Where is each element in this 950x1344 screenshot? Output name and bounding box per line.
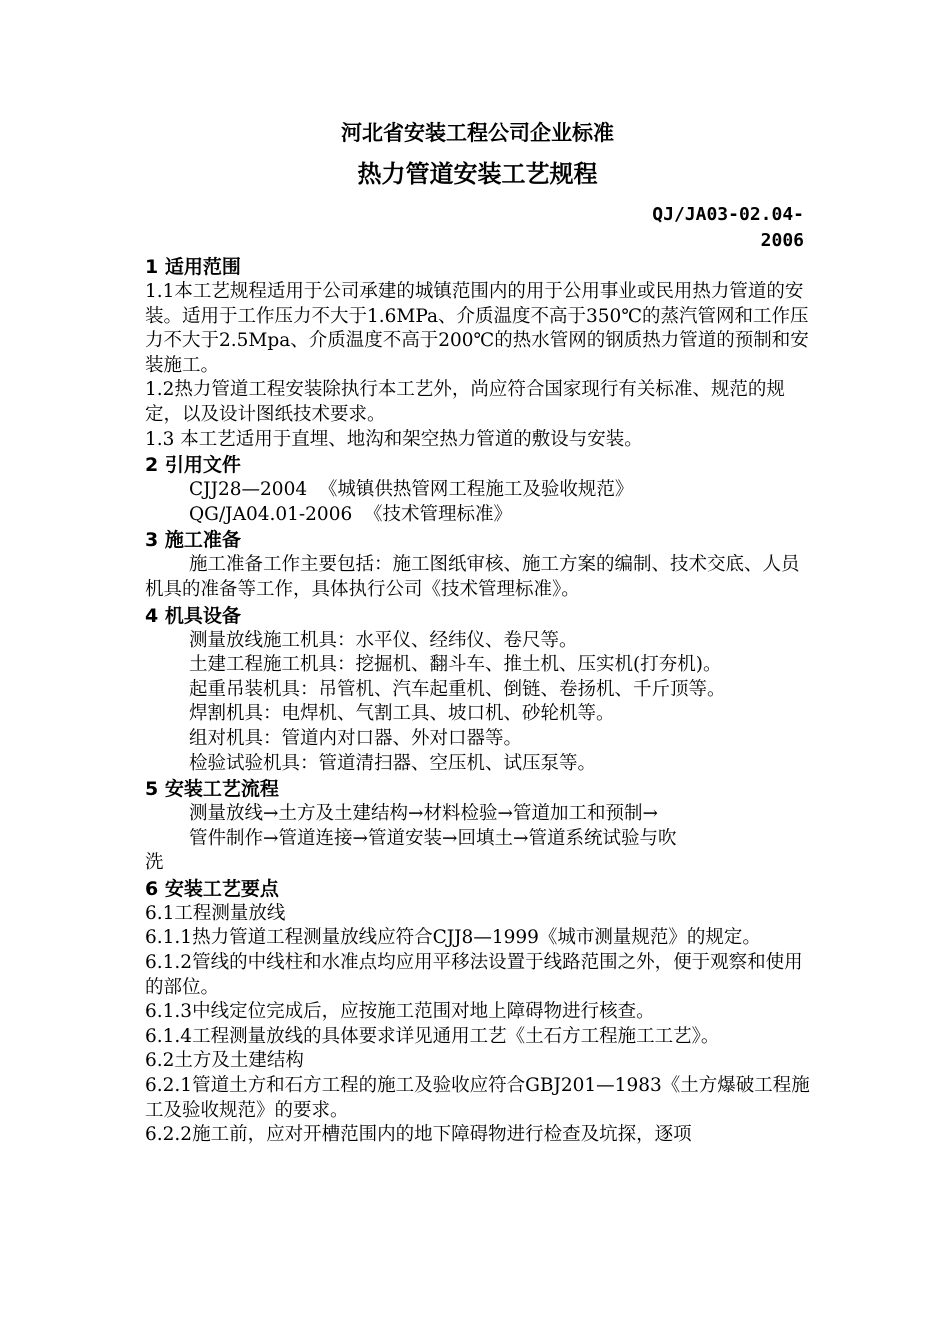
reference-item: QG/JA04.01-2006 《技术管理标准》 <box>189 503 513 525</box>
reference-item: CJJ28—2004 《城镇供热管网工程施工及验收规范》 <box>189 479 634 501</box>
section-heading-references: 2 引用文件 <box>145 454 241 477</box>
section-heading-process-flow: 5 安装工艺流程 <box>145 778 279 801</box>
paragraph-1-3: 1.3 本工艺适用于直埋、地沟和架空热力管道的敷设与安装。 <box>145 428 643 450</box>
section-heading-scope: 1 适用范围 <box>145 256 241 278</box>
section-heading-key-points: 6 安装工艺要点 <box>145 877 279 900</box>
paragraph-6-1-3: 6.1.3中线定位完成后，应按施工范围对地上障碍物进行核查。 <box>145 1001 655 1023</box>
document-page <box>145 118 810 1148</box>
section-heading-equipment: 4 机具设备 <box>145 604 241 627</box>
equipment-item: 检验试验机具：管道清扫器、空压机、试压泵等。 <box>189 752 597 774</box>
equipment-item: 测量放线施工机具：水平仪、经纬仪、卷尺等。 <box>189 629 578 651</box>
process-flow-line: 洗 <box>145 852 164 874</box>
paragraph-6-2-2: 6.2.2施工前，应对开槽范围内的地下障碍物进行检查及坑探，逐项 <box>145 1124 692 1146</box>
subsection-heading-6-1: 6.1工程测量放线 <box>145 902 286 924</box>
paragraph-3: 施工准备工作主要包括：施工图纸审核、施工方案的编制、技术交底、人员机具的准备等工作，具体执行公司《技术管理标准》。 <box>145 554 800 600</box>
equipment-item: 焊割机具：电焊机、气割工具、坡口机、砂轮机等。 <box>189 703 615 725</box>
paragraph-6-1-2: 6.1.2管线的中线柱和水准点均应用平移法设置于线路范围之外，便于观察和使用的部位。 <box>145 952 803 998</box>
equipment-item: 起重吊装机具：吊管机、汽车起重机、倒链、卷扬机、千斤顶等。 <box>189 678 726 700</box>
document-title: 热力管道安装工艺规程 <box>357 160 598 188</box>
paragraph-1-2: 1.2热力管道工程安装除执行本工艺外，尚应符合国家现行有关标准、规范的规定，以及设计图纸技术要求。 <box>145 379 785 425</box>
paragraph-6-1-4: 6.1.4工程测量放线的具体要求详见通用工艺《土石方工程施工工艺》。 <box>145 1025 720 1047</box>
equipment-item: 组对机具：管道内对口器、外对口器等。 <box>189 727 523 749</box>
document-code: QJ/JA03-02.04-2006 <box>652 204 804 251</box>
equipment-item: 土建工程施工机具：挖掘机、翻斗车、推土机、压实机(打夯机)。 <box>189 654 722 676</box>
process-flow-line: 测量放线→土方及土建结构→材料检验→管道加工和预制→ <box>189 803 659 825</box>
section-heading-preparation: 3 施工准备 <box>145 529 241 552</box>
organization-title: 河北省安装工程公司企业标准 <box>341 121 614 145</box>
process-flow-line: 管件制作→管道连接→管道安装→回填土→管道系统试验与吹 <box>189 827 677 849</box>
subsection-heading-6-2: 6.2土方及土建结构 <box>145 1050 304 1072</box>
paragraph-6-2-1: 6.2.1管道土方和石方工程的施工及验收应符合GBJ201—1983《土方爆破工程施工及验收规范》的要求。 <box>145 1075 810 1121</box>
paragraph-1-1: 1.1本工艺规程适用于公司承建的城镇范围内的用于公用事业或民用热力管道的安装。适用于工作压力不大于1.6MPa、介质温度不高于350℃的蒸汽管网和工作压力不大于2.5Mpa、介质温度不高于200℃的热水管网的钢质热力管道的预制和安装施工。 <box>145 281 809 376</box>
paragraph-6-1-1: 6.1.1热力管道工程测量放线应符合CJJ8—1999《城市测量规范》的规定。 <box>145 927 761 949</box>
